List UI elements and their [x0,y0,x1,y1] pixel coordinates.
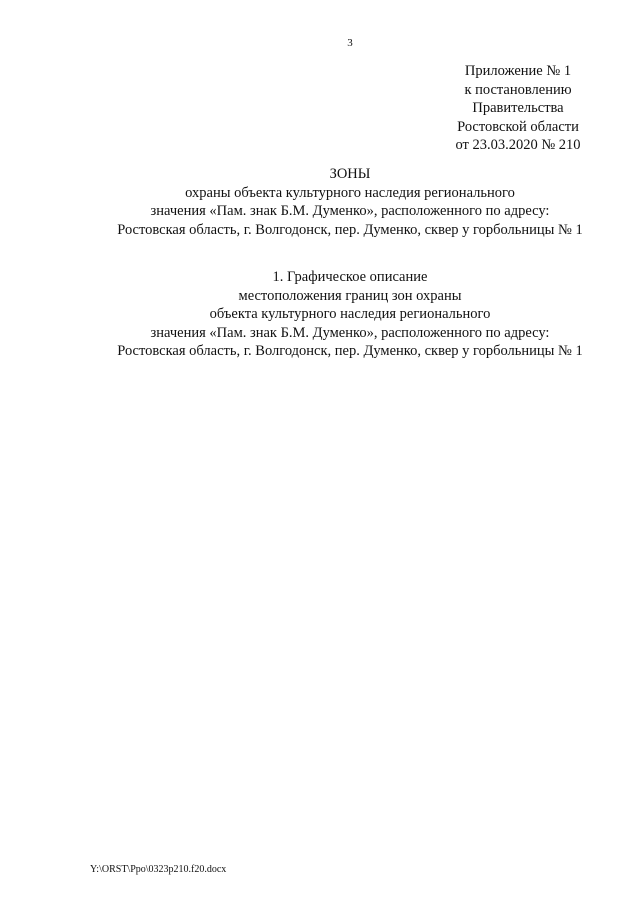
document-title [0,165,640,239]
appendix-line: к постановлению [464,81,572,98]
appendix-line: Приложение № 1 [464,63,572,79]
section-line: объекта культурного наследия регионального [209,306,491,322]
section-heading [0,268,640,361]
page-number: 3 [347,37,353,49]
title-heading: ЗОНЫ [329,166,371,182]
section-line: Ростовская область, г. Волгодонск, пер. Думенко, сквер у горбольницы № 1 [117,343,583,359]
appendix-header [428,62,608,155]
section-line: местоположения границ зон охраны [238,287,462,304]
footer-file-path: Y:\ORST\Ppo\0323p210.f20.docx [90,864,227,875]
appendix-line: Ростовской области [457,118,579,135]
appendix-line: от 23.03.2020 № 210 [455,137,581,153]
title-line: охраны объекта культурного наследия регионального [185,184,515,201]
section-line: значения «Пам. знак Б.М. Думенко», расположенного по адресу: [150,324,550,341]
title-line: Ростовская область, г. Волгодонск, пер. Думенко, сквер у горбольницы № 1 [117,221,583,238]
appendix-line: Правительства [472,100,564,116]
title-line: значения «Пам. знак Б.М. Думенко», расположенного по адресу: [150,203,550,219]
section-line: 1. Графическое описание [272,269,428,285]
